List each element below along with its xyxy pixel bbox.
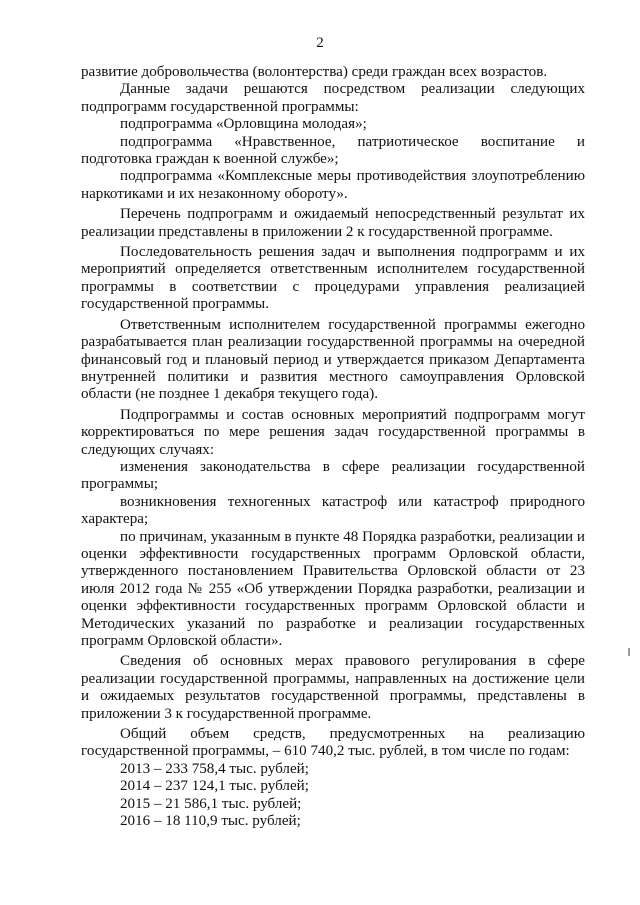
paragraph-subprogram-list: Перечень подпрограмм и ожидаемый непосредственный результат их реализации представлены в приложении 2 к государственной программе. [81,206,585,240]
funding-year-item: 2014 – 237 124,1 тыс. рублей; [120,778,309,795]
paragraph-adjustment-cases: Подпрограммы и состав основных мероприятий подпрограмм могут корректироваться по мере решения задач государственной программы в следующих случаях: [81,406,585,458]
funding-year-item: 2013 – 233 758,4 тыс. рублей; [120,760,309,777]
funding-year-item: 2016 – 18 110,9 тыс. рублей; [120,813,301,830]
scan-margin-mark [628,648,630,656]
paragraph-case-disasters: возникновения техногенных катастроф или катастроф природного характера; [81,493,585,528]
paragraph-subprogram-drugs: подпрограмма «Комплексные меры противодействия злоупотреблению наркотиками и их незаконному обороту». [81,168,585,202]
document-body [81,64,585,830]
paragraph-case-order: по причинам, указанным в пункте 48 Порядка разработки, реализации и оценки эффективности государственных программ Орловской области, утвержденного постановлением Правительства Орловской области от 23 июля 2012 года № 255 «Об утверждении Порядка разработки, реализации и оценки эффективности государственных программ Орловской области и Методических указаний по разработке и реализации государственных программ Орловской области». [81,528,585,649]
paragraph-task-sequence: Последовательность решения задач и выполнения подпрограмм и их мероприятий определяется ответственным исполнителем государственной программы в соответствии с процедурами управления реализацией государственной программы. [81,244,585,313]
paragraph-subprogram-patriotic: подпрограмма «Нравственное, патриотическое воспитание и подготовка граждан к военной службе»; [81,133,585,168]
funding-year-item: 2015 – 21 586,1 тыс. рублей; [120,795,302,812]
paragraph-subprograms-intro: Данные задачи решаются посредством реализации следующих подпрограмм государственной программы: [81,81,585,115]
paragraph-annual-plan: Ответственным исполнителем государственной программы ежегодно разрабатывается план реализации государственной программы на очередной финансовый год и плановый период и утверждается приказом Департамента внутренней политики и развития местного самоуправления Орловской области (не позднее 1 декабря текущего года). [81,316,585,403]
page-number: 2 [316,35,324,51]
paragraph-volunteering: развитие добровольчества (волонтерства) среди граждан всех возрастов. [81,64,548,80]
paragraph-legal-regulation: Сведения об основных мерах правового регулирования в сфере реализации государственной программы, направленных на достижение цели и ожидаемых результатов государственной программы, представлены в приложении 3 к государственной программе. [81,653,585,722]
funding-by-year-list [81,761,585,831]
paragraph-case-legislation: изменения законодательства в сфере реализации государственной программы; [81,458,585,493]
paragraph-subprogram-youth: подпрограмма «Орловщина молодая»; [120,116,367,133]
paragraph-total-funding: Общий объем средств, предусмотренных на реализацию государственной программы, – 610 740,2 тыс. рублей, в том числе по годам: [81,726,585,760]
